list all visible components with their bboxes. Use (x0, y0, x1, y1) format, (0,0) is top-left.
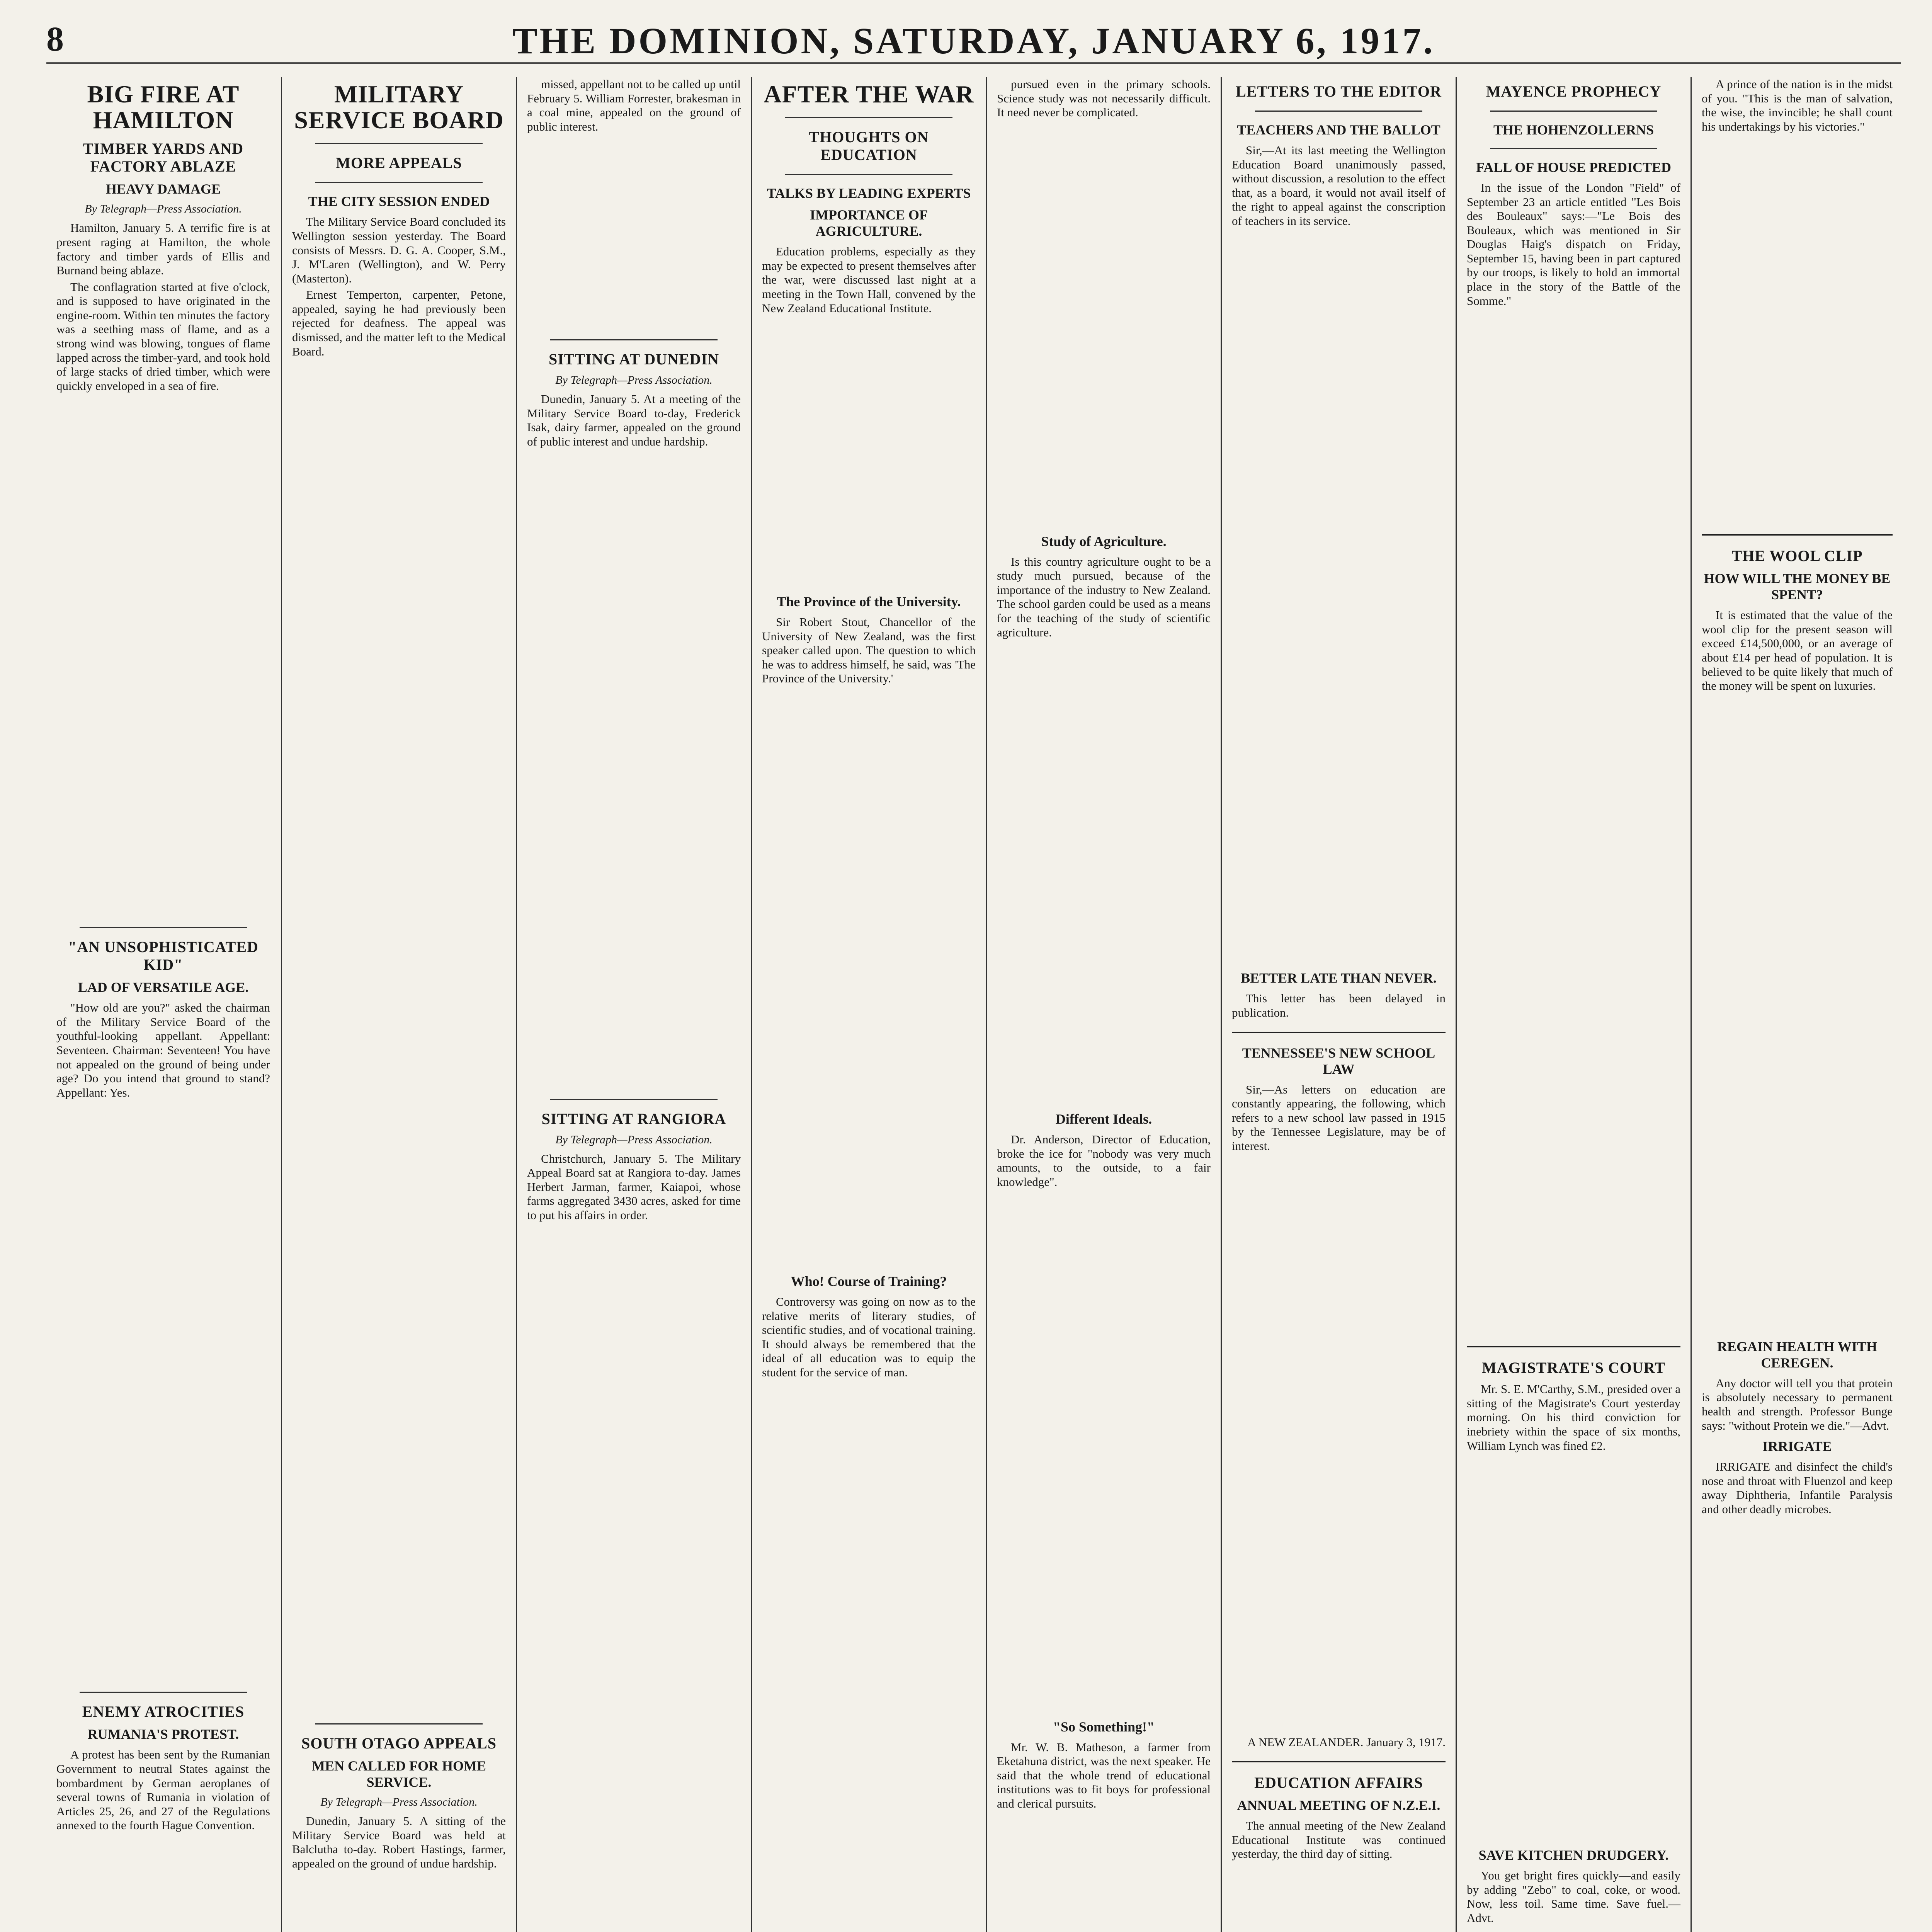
article-text-block (1702, 136, 1893, 522)
article-text: Is this country agriculture ought to be a study much pursued, because of the importance of the industry to New Zealand. The school garden could be used as a means for the teaching of the study of scientific agriculture. (997, 554, 1211, 639)
column-8 (1692, 77, 1903, 1932)
headline: LETTERS TO THE EDITOR (1236, 83, 1442, 100)
headline: EDUCATION AFFAIRS (1254, 1774, 1423, 1792)
article-text: Controversy was going on now as to the relative merits of literary studies, of scientific studies, and of vocational training. It should always be remembered that the ideal of all education was to equip the student for the service of man. (762, 1294, 976, 1379)
divider (1490, 148, 1657, 149)
article-text-block (762, 688, 976, 1268)
masthead (46, 15, 1901, 64)
subheadline: MEN CALLED FOR HOME SERVICE. (311, 1758, 486, 1790)
headline: BIG FIRE AT HAMILTON (87, 80, 240, 134)
article-text: pursued even in the primary schools. Science study was not necessarily difficult. It need never be complicated. (997, 77, 1211, 119)
divider (315, 1723, 483, 1725)
byline: By Telegraph—Press Association. (555, 1133, 713, 1146)
article-text-block (1232, 1156, 1446, 1735)
headline: SITTING AT RANGIORA (541, 1110, 726, 1128)
subheadline: FALL OF HOUSE PREDICTED (1476, 160, 1672, 175)
headline: MAYENCE PROPHECY (1486, 83, 1662, 100)
column-4 (752, 77, 986, 1932)
divider (785, 117, 952, 118)
headline: SITTING AT DUNEDIN (548, 350, 719, 368)
divider (315, 143, 483, 144)
article-text: The annual meeting of the New Zealand Educational Institute was continued yesterday, the third day of sitting. (1232, 1819, 1446, 1861)
divider (315, 182, 483, 183)
subheadline: LAD OF VERSATILE AGE. (78, 980, 249, 995)
article-text: Sir Robert Stout, Chancellor of the University of New Zealand, was the first speaker called upon. The question to which he was to address himself, he said, was 'The Province of the University.' (762, 615, 976, 685)
divider (80, 927, 247, 928)
subheadline: RUMANIA'S PROTEST. (87, 1726, 239, 1742)
column-1 (46, 77, 280, 1932)
headline: MAGISTRATE'S COURT (1482, 1359, 1665, 1377)
article-text: The conflagration started at five o'clock, and is supposed to have originated in the engine-room. Within ten minutes the factory was a seething mass of flame, and as a strong wind was blowing, tongues of flame lapped across the timber-yard, and took hold of large stacks of dried timber, which were quickly enveloped in a sea of fire. (56, 280, 270, 393)
advert-text: You get bright fires quickly—and easily by adding "Zebo" to coal, coke, or wood. Now, less toil. Same time. Save fuel.—Advt. (1467, 1869, 1680, 1925)
divider (1702, 534, 1893, 536)
article-text-block (1702, 696, 1893, 1333)
article-text: Christchurch, January 5. The Military Appeal Board sat at Rangiora to-day. James Herbert Jarman, farmer, Kaiapoi, whose farms aggregated 3430 acres, asked for time to put his affairs in order. (527, 1151, 741, 1222)
article-text: A protest has been sent by the Rumanian Government to neutral States against the bombardment by German aeroplanes of several towns of Rumania in violation of Articles 25, 26, and 27 of the Regulations annexed to the fourth Hague Convention. (56, 1748, 270, 1832)
letter-text: Sir,—At its last meeting the Wellington Education Board unanimously passed, without discussion, a resolution to the effect that, as a board, it would not avail itself of the right to appeal against the conscription of teachers in its service. (1232, 143, 1446, 228)
newspaper-title: THE DOMINION, SATURDAY, JANUARY 6, 1917. (512, 20, 1435, 61)
advert-heading: IRRIGATE (1762, 1439, 1832, 1454)
section-heading: The Province of the University. (777, 594, 961, 610)
subheadline: ANNUAL MEETING OF N.Z.E.I. (1237, 1798, 1440, 1813)
column-3 (517, 77, 751, 1932)
divider (80, 1692, 247, 1693)
column-5 (987, 77, 1221, 1932)
article-text-block (1467, 310, 1680, 1334)
article-text: Hamilton, January 5. A terrific fire is at present raging at Hamilton, the whole factory and timber yards of Ellis and Burnand being ablaze. (56, 221, 270, 277)
section-heading: Who! Course of Training? (791, 1273, 947, 1289)
headline: AFTER THE WAR (764, 80, 974, 108)
subheadline: MORE APPEALS (336, 154, 462, 172)
article-text: Dr. Anderson, Director of Education, broke the ice for "nobody was very much amounts, to the outside, to a fair knowledge". (997, 1133, 1211, 1189)
subheadline: TEACHERS AND THE BALLOT (1237, 122, 1440, 138)
byline: By Telegraph—Press Association. (555, 374, 713, 387)
subheadline: THOUGHTS ON EDUCATION (809, 128, 929, 164)
page-number: 8 (46, 20, 64, 58)
article-text: In the issue of the London "Field" of September 23 an article entitled "Les Bois des Bouleaux" says:—"Le Bois des Bouleaux, which was mentioned in Sir Douglas Haig's dispatch on Friday, September 15, having been in part captured by our troops, is likely to hold an immortal place in the story of the Battle of the Somme." (1467, 181, 1680, 308)
article-text: A prince of the nation is in the midst of you. "This is the man of salvation, the wise, the invincible; he shall count his undertakings by his victories." (1702, 77, 1893, 133)
article-text: This letter has been delayed in publication. (1232, 992, 1446, 1020)
letter-signature: A NEW ZEALANDER. January 3, 1917. (1247, 1735, 1446, 1749)
article-text: Dunedin, January 5. A sitting of the Military Service Board was held at Balclutha to-day. Robert Hastings, farmer, appealed on the ground of undue hardship. (292, 1814, 506, 1870)
article-text: Education problems, especially as they may be expected to present themselves after the war, were discussed last night at a meeting in the Town Hall, convened by the New Zealand Educational Institute. (762, 245, 976, 315)
headline: THE WOOL CLIP (1731, 547, 1863, 565)
article-text-block (762, 318, 976, 588)
subheadline: HEAVY DAMAGE (105, 181, 221, 197)
article-text: It is estimated that the value of the wool clip for the present season will exceed £14,500,000, or an average of about £14 per head of population. It is believed to be quite likely that much of the money will be spent on luxuries. (1702, 608, 1893, 693)
article-text-block (56, 1102, 270, 1682)
headline: SOUTH OTAGO APPEALS (301, 1735, 497, 1752)
column-6 (1222, 77, 1456, 1932)
section-heading: BETTER LATE THAN NEVER. (1241, 970, 1437, 986)
article-text-block (997, 1813, 1211, 1932)
byline: By Telegraph—Press Association. (320, 1796, 478, 1809)
divider (1255, 111, 1422, 112)
subheadline: IMPORTANCE OF AGRICULTURE. (810, 207, 928, 239)
divider (1232, 1761, 1446, 1762)
divider (1467, 1346, 1680, 1347)
section-heading: Study of Agriculture. (1041, 533, 1167, 549)
headline: "AN UNSOPHISTICATED KID" (68, 938, 259, 974)
article-text: The Military Service Board concluded its Wellington session yesterday. The Board consists of Messrs. D. G. A. Cooper, S.M., J. M'Laren (Wellington), and W. Perry (Masterton). (292, 215, 506, 285)
article-text-block (1467, 1455, 1680, 1842)
divider (550, 339, 718, 340)
divider (550, 1099, 718, 1100)
headline: TENNESSEE'S NEW SCHOOL LAW (1242, 1045, 1435, 1077)
article-text: Dunedin, January 5. At a meeting of the Military Service Board to-day, Frederick Isak, dairy farmer, appealed on the ground of public interest and undue hardship. (527, 392, 741, 449)
divider (785, 174, 952, 175)
article-text: Mr. W. B. Matheson, a farmer from Eketahuna district, was the next speaker. He said that the whole trend of educational institutions was to fit boys for professional and clerical pursuits. (997, 1740, 1211, 1810)
section-heading: "So Something!" (1053, 1719, 1155, 1735)
article-text-block (292, 361, 506, 1713)
subheadline: TIMBER YARDS AND FACTORY ABLAZE (83, 140, 244, 175)
article-text-block (527, 451, 741, 1089)
letter-text: Sir,—As letters on education are constantly appearing, the following, which refers to a new school law passed in 1915 by the Tennessee Legislature, may be of interest. (1232, 1082, 1446, 1153)
divider (1232, 1032, 1446, 1033)
advert-text: IRRIGATE and disinfect the child's nose and throat with Fluenzol and keep away Diphtheria, Infantile Paralysis and other deadly microbes. (1702, 1460, 1893, 1516)
subheadline: THE CITY SESSION ENDED (308, 194, 490, 209)
byline: By Telegraph—Press Association. (85, 202, 242, 216)
article-text-block (997, 642, 1211, 1105)
article-text-block (997, 1192, 1211, 1713)
column-7 (1457, 77, 1690, 1932)
headline: MILITARY SERVICE BOARD (294, 80, 504, 134)
subheadline: THE HOHENZOLLERNS (1493, 122, 1654, 138)
article-text: Ernest Temperton, carpenter, Petone, appealed, saying he had previously been rejected for deafness. The appeal was dismissed, and the matter left to the Medical Board. (292, 288, 506, 358)
article-text: missed, appellant not to be called up until February 5. William Forrester, brakesman in a coal mine, appealed on the ground of public interest. (527, 77, 741, 133)
article-text-block (762, 1382, 976, 1932)
article-text-block (527, 1225, 741, 1932)
article-text: Mr. S. E. M'Carthy, S.M., presided over a sitting of the Magistrate's Court yesterday morning. On his third conviction for inebriety within the space of six months, William Lynch was fined £2. (1467, 1382, 1680, 1452)
article-text-block (1232, 230, 1446, 964)
article-text-block (56, 395, 270, 917)
subheadline: HOW WILL THE MONEY BE SPENT? (1704, 571, 1891, 603)
article-text-block (56, 1835, 270, 1932)
advert-heading: REGAIN HEALTH WITH CEREGEN. (1717, 1338, 1878, 1371)
divider (1490, 111, 1657, 112)
article-text: "How old are you?" asked the chairman of the Military Service Board of the youthful-looking appellant. Appellant: Seventeen. Chairman: Seventeen! You have not appealed on the ground of being under age? Do you intend that ground to stand? Appellant: Yes. (56, 1001, 270, 1099)
advert-heading: SAVE KITCHEN DRUDGERY. (1478, 1847, 1669, 1863)
headline: ENEMY ATROCITIES (82, 1703, 245, 1721)
advert-text: Any doctor will tell you that protein is absolutely necessary to permanent health and strength. Professor Bunge says: "without Protein we die."—Advt. (1702, 1376, 1893, 1432)
column-2 (282, 77, 516, 1932)
article-text-block (997, 122, 1211, 528)
subheadline: TALKS BY LEADING EXPERTS (767, 185, 971, 201)
article-text-block (527, 136, 741, 329)
section-heading: Different Ideals. (1055, 1111, 1152, 1127)
